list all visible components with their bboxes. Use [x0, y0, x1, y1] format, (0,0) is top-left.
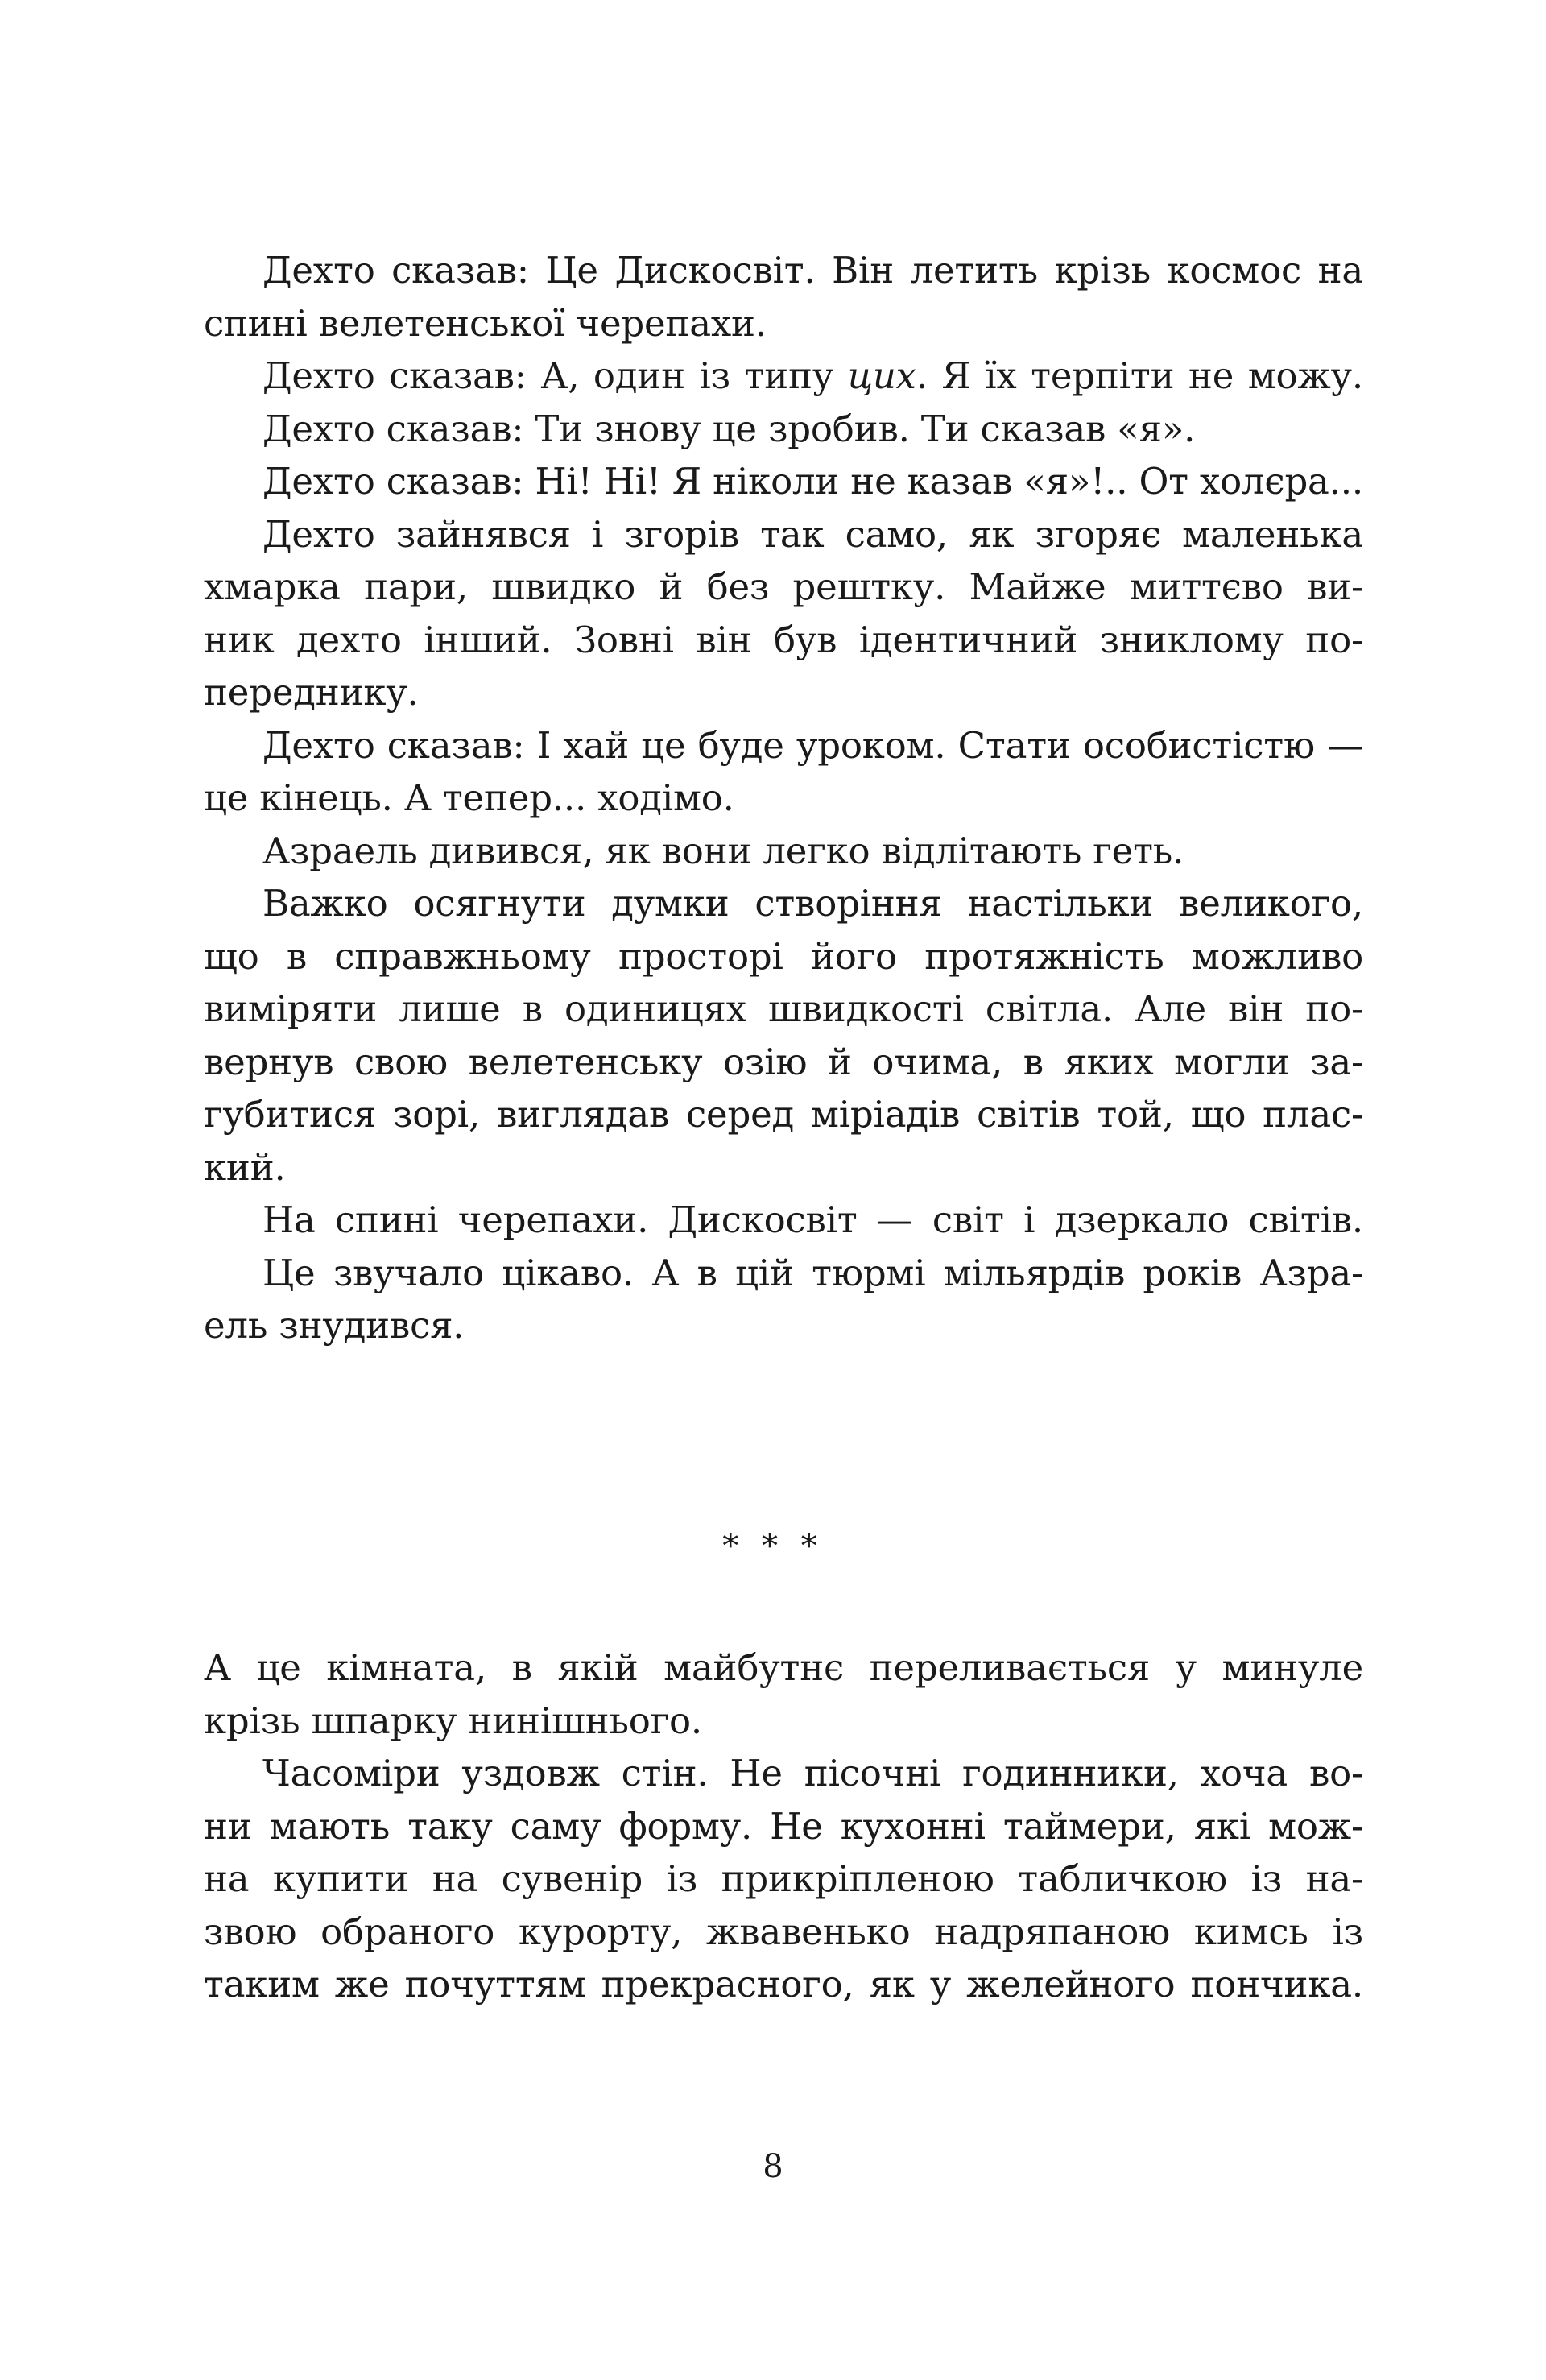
paragraph-line: вернув свою велетенську озію й очима, в яких могли за- [204, 1040, 1363, 1083]
paragraph-line: звою обраного курорту, жвавенько надряпаною кимсь із [204, 1910, 1363, 1953]
paragraph-line: спині велетенської черепахи. [204, 301, 767, 345]
paragraph-line [204, 350, 1363, 403]
line-text: Дехто сказав: А, один із типу [262, 354, 848, 397]
section-1-text [204, 244, 1363, 1352]
paragraph-line: Дехто сказав: Ти знову це зробив. Ти сказав «я». [262, 407, 1196, 450]
paragraph-line: це кінець. А тепер... ходімо. [204, 776, 734, 819]
paragraph-line: ник дехто інший. Зовні він був ідентичний зниклому по- [204, 618, 1363, 661]
paragraph-line: хмарка пари, швидко й без рештку. Майже миттєво ви- [204, 565, 1363, 608]
page-number: 8 [763, 2148, 783, 2185]
line-text: . Я їх терпіти не можу. [916, 354, 1363, 397]
section-2-text [204, 1641, 1363, 2011]
paragraph-line: що в справжньому просторі його протяжність можливо [204, 934, 1363, 978]
paragraph-line: губитися зорі, виглядав серед міріадів світів той, що плас- [204, 1093, 1363, 1136]
paragraph-line: кий. [204, 1145, 286, 1189]
paragraph-line: переднику. [204, 671, 419, 714]
section-separator: * * * [722, 1528, 824, 1565]
paragraph-line: Дехто сказав: Ні! Ні! Я ніколи не казав «я»!.. От холєра... [262, 460, 1363, 503]
paragraph-line: таким же почуттям прекрасного, як у желейного пончика. [204, 1963, 1363, 2005]
paragraph-line: Це звучало цікаво. А в цій тюрмі мільярдів років Азра- [262, 1251, 1363, 1294]
paragraph-line: виміряти лише в одиницях швидкості світла. Але він по- [204, 987, 1363, 1030]
paragraph-line: А це кімната, в якій майбутнє переливається у минуле [204, 1646, 1363, 1689]
paragraph-line: На спині черепахи. Дискосвіт — світ і дзеркало світів. [262, 1198, 1363, 1241]
paragraph-line: Важко осягнути думки створіння настільки великого, [262, 882, 1363, 925]
paragraph-line: Часоміри уздовж стін. Не пісочні годинники, хоча во- [262, 1752, 1363, 1794]
paragraph-line: ель знудився. [204, 1304, 465, 1347]
paragraph-line: крізь шпарку нинішнього. [204, 1699, 703, 1742]
paragraph-line: на купити на сувенір із прикріпленою табличкою із на- [204, 1857, 1363, 1900]
paragraph-line: Дехто сказав: І хай це буде уроком. Стати особистістю — [262, 723, 1363, 767]
paragraph-line: Дехто зайнявся і згорів так само, як згоряє маленька [262, 512, 1363, 556]
paragraph-line: ни мають таку саму форму. Не кухонні таймери, які мож- [204, 1804, 1363, 1848]
italic-text: цих [847, 354, 916, 397]
paragraph-line: Дехто сказав: Це Дискосвіт. Він летить крізь космос на [262, 249, 1363, 292]
paragraph-line: Азраель дивився, як вони легко відлітають геть. [262, 829, 1184, 872]
